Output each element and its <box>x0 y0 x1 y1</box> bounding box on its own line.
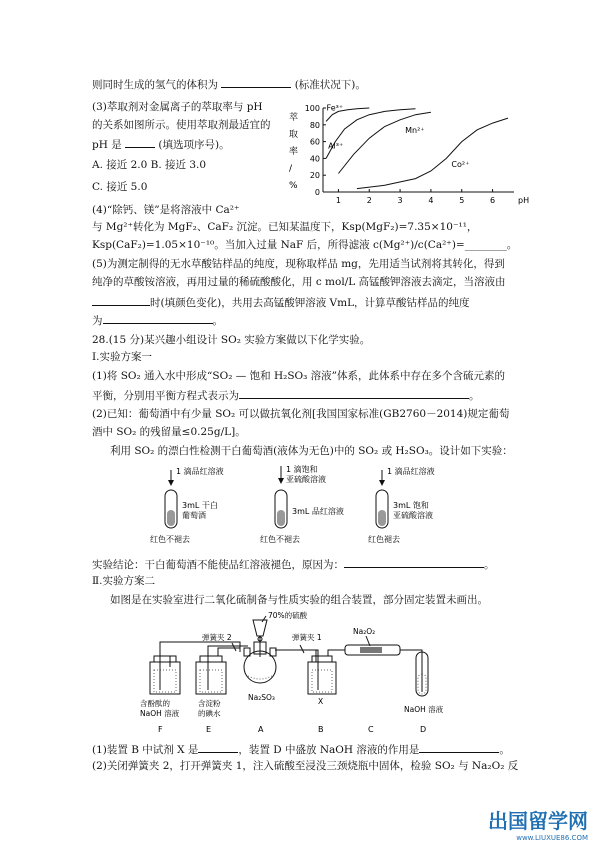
text-line-16: (1)将 SO₂ 通入水中形成“SO₂ — 饱和 H₂SO₃ 溶液”体系，此体系中存在多个含硫元素的 <box>92 370 506 382</box>
exp3-dropper-label: 1 滴品红溶液 <box>387 467 435 476</box>
series-label: Al³⁺ <box>328 141 344 151</box>
watermark-title: 出国留学网 <box>488 809 588 833</box>
series-line <box>338 112 431 173</box>
y-tick-label: 40 <box>309 154 320 164</box>
text-line-3: 的关系如图所示。使用萃取剂最适宜的 <box>92 119 271 131</box>
series-label: Co²⁺ <box>451 159 470 169</box>
x-tick-label: 2 <box>366 196 372 205</box>
exp2-dropper-label-2: 亚硫酸溶液 <box>286 475 326 484</box>
text-line-18: (2)已知：葡萄酒中有少量 SO₂ 可以做抗氧化剂[我国国家标准(GB2760－2014)规定葡萄 <box>92 408 510 420</box>
bottle-f <box>150 642 180 694</box>
text-line-15: Ⅰ.实验方案一 <box>92 351 152 363</box>
label-e: E <box>206 725 212 734</box>
text-line-17: 平衡，分别用平衡方程式表示为 。 <box>92 387 480 403</box>
text-line-22: Ⅱ.实验方案二 <box>92 575 155 587</box>
text-line-11: 纯净的草酸铵溶液，再用过量的稀硫酸酸化，用 c mol/L 高锰酸钾溶液去滴定，当溶液由 <box>92 276 506 288</box>
clip-1-label: 弹簧夹 1 <box>292 633 322 642</box>
text-line-20: 利用 SO₂ 的漂白性检测干白葡萄酒(液体为无色)中的 SO₂ 或 H₂SO₃。设计如下实验： <box>110 445 513 457</box>
x-tick-label: 1 <box>335 196 341 205</box>
experiment-3 <box>368 466 435 544</box>
text-line-24: (1)装置 B 中试剂 X 是 ，装置 D 中盛放 NaOH 溶液的作用是 。 <box>92 741 510 757</box>
text-line-21: 实验结论：干白葡萄酒不能使品红溶液褪色，原因为： 。 <box>92 556 495 572</box>
series-label: Fe³⁺ <box>326 103 344 113</box>
experiment-2 <box>260 464 344 544</box>
bottle-e-label: 含淀粉 <box>198 699 221 708</box>
bottle-f-label-2: NaOH 溶液 <box>140 709 180 718</box>
text-line-4: pH 是 (填选项序号)。 <box>92 136 230 152</box>
series-line <box>326 109 415 159</box>
exp1-dropper-label: 1 滴品红溶液 <box>176 467 224 476</box>
apparatus-diagram <box>140 612 460 737</box>
text-line-9: Ksp(CaF₂)=1.05×10⁻¹⁰。当加入过量 NaF 后，所得滤液 c(Mg²⁺)/c(Ca²⁺)=________。 <box>92 239 518 251</box>
bottle-e <box>196 646 226 694</box>
y-tick-label: 100 <box>304 104 320 113</box>
acid-label: 70%的硫酸 <box>268 611 308 620</box>
tube-c <box>345 645 400 655</box>
exp1-content-label-2: 葡萄酒 <box>182 511 206 520</box>
y-axis-label-char: 取 <box>289 130 299 140</box>
na2so3-label: Na₂SO₃ <box>248 693 275 702</box>
test-tube-experiments <box>150 462 460 550</box>
reagent-x-label: X <box>318 697 324 706</box>
label-a: A <box>258 725 264 734</box>
bottle-f-label: 含酚酞的 <box>140 699 170 708</box>
y-tick-label: 80 <box>309 120 320 130</box>
exp3-content-label: 3mL 饱和 <box>393 501 429 510</box>
y-axis-label-char: / <box>289 164 293 174</box>
watermark <box>488 805 588 842</box>
clip-2-label: 弹簧夹 2 <box>202 633 232 642</box>
extraction-chart <box>285 102 530 212</box>
y-axis-label-char: % <box>289 181 298 191</box>
na2o2-label: Na₂O₂ <box>353 627 376 636</box>
bottle-e-label-2: 的碘水 <box>198 709 221 718</box>
text-line-19: 酒中 SO₂ 的残留量≤0.25g/L]。 <box>92 426 246 438</box>
text-line-1: 则同时生成的氢气的体积为 (标准状况下)。 <box>92 76 366 92</box>
series-label: Mn²⁺ <box>405 126 425 136</box>
text-line-6: C. 接近 5.0 <box>92 181 148 193</box>
y-axis-label-char: 率 <box>289 147 299 157</box>
exp2-result: 红色不褪去 <box>260 535 300 544</box>
y-tick-label: 0 <box>314 188 320 197</box>
text-line-10: (5)为测定制得的无水草酸钴样品的纯度，现称取样品 mg，先用适当试剂将其转化，得到 <box>92 258 505 270</box>
text-line-25: (2)关闭弹簧夹 2，打开弹簧夹 1，注入硫酸至浸没三颈烧瓶中固体，检验 SO₂ 与 Na₂O₂ 反 <box>92 760 519 772</box>
text-line-7: (4)“除钙、镁”是将溶液中 Ca²⁺ <box>92 204 240 216</box>
text-line-8: 与 Mg²⁺转化为 MgF₂、CaF₂ 沉淀。已知某温度下，Ksp(MgF₂)=7.35×10⁻¹¹， <box>92 221 478 233</box>
exp2-content-label: 3mL 品红溶液 <box>292 507 344 516</box>
x-tick-label: 6 <box>490 196 496 205</box>
exp1-content-label: 3mL 干白 <box>182 501 218 510</box>
text-line-12: 时(填颜色变化)，共用去高锰酸钾溶液 VmL，计算草酸钴样品的纯度 <box>92 294 470 310</box>
text-line-23: 如图是在实验室进行二氧化硫制备与性质实验的组合装置，部分固定装置未画出。 <box>110 594 488 606</box>
exp3-result: 红色褪去 <box>368 535 400 544</box>
label-c: C <box>368 725 374 734</box>
exp3-content-label-2: 亚硫酸溶液 <box>393 511 433 520</box>
x-axis-label: pH <box>518 196 530 205</box>
x-tick-label: 5 <box>459 196 465 205</box>
label-f: F <box>158 725 163 734</box>
y-tick-label: 20 <box>309 171 320 181</box>
x-tick-label: 4 <box>428 196 434 205</box>
watermark-url: www.LIUXUE86.COM <box>516 834 588 842</box>
x-tick-label: 3 <box>397 196 403 205</box>
exp1-result: 红色不褪去 <box>150 535 190 544</box>
text-line-13: 为 。 <box>92 312 223 328</box>
flask-a <box>244 620 276 683</box>
label-d: D <box>420 725 427 734</box>
label-b: B <box>318 725 324 734</box>
tube-d-label: NaOH 溶液 <box>404 705 444 714</box>
bottle-b <box>308 650 345 694</box>
text-line-14: 28.(15 分)某兴趣小组设计 SO₂ 实验方案做以下化学实验。 <box>92 334 371 346</box>
experiment-1 <box>150 466 224 544</box>
series-line <box>357 118 508 189</box>
text-line-2: (3)萃取剂对金属离子的萃取率与 pH <box>92 101 263 113</box>
y-tick-label: 60 <box>309 137 320 147</box>
text-line-5: A. 接近 2.0 B. 接近 3.0 <box>92 159 207 171</box>
exp2-dropper-label: 1 滴饱和 <box>286 465 318 474</box>
y-axis-label-char: 萃 <box>289 113 299 123</box>
